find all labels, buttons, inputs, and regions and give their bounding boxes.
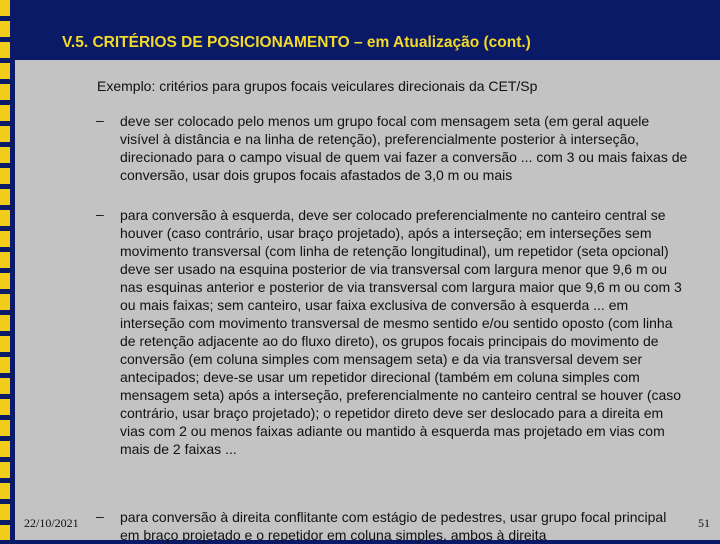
intro-text: Exemplo: critérios para grupos focais veiculares direcionais da CET/Sp bbox=[97, 78, 538, 94]
bullet-item-1: deve ser colocado pelo menos um grupo focal com mensagem seta (em geral aquele visível à distância e na linha de retenção), preferencialmente posterior à interseção, direcionado para o campo visual de quem vai fazer a conversão ... com 3 ou mais faixas de conversão, usar dois grupos focais afastados de 3,0 m ou mais bbox=[120, 113, 688, 183]
slide-title: V.5. CRITÉRIOS DE POSICIONAMENTO – em Atualização (cont.) bbox=[62, 34, 531, 51]
decorative-side-stripe bbox=[0, 0, 14, 540]
bullet-marker: – bbox=[96, 112, 104, 128]
page-number: 51 bbox=[698, 516, 710, 530]
slide-date: 22/10/2021 bbox=[24, 516, 79, 530]
bullet-item-2: para conversão à esquerda, deve ser colocado preferencialmente no canteiro central se houver (caso contrário, usar braço projetado), após a interseção; em interseções sem movimento transversal (com linha de retenção longitudinal), um repetidor (seta opcional) deve ser usado na esquina posterior de via transversal com largura menor que 9,6 m ou nas esquinas anterior e posterior de via transversal com largura maior que 9,6 m ou com 3 ou mais faixas; sem canteiro, usar faixa exclusiva de conversão à esquerda ... em interseção com movimento transversal de mesmo sentido e/ou sentido oposto (com linha de retenção adjacente ao do fluxo direto), os grupos focais principais do movimento de conversão (em coluna simples com mensagem seta) e da via transversal devem ser antecipados; deve-se usar um repetidor direcional (também em coluna simples com mensagem seta) após a interseção, preferencialmente no canteiro central se houver (caso contrário, usar braço projetado); o repetidor direto deve ser deslocado para a direita em vias com 2 ou menos faixas adiante ou mantido à esquerda mas projetado em vias com mais de 2 faixas ... bbox=[120, 207, 682, 457]
bullet-marker: – bbox=[96, 206, 104, 222]
bullet-marker: – bbox=[96, 508, 104, 524]
bullet-item-3: para conversão à direita conflitante com estágio de pedestres, usar grupo focal principal em braço projetado e o repetidor em coluna simples, ambos à direita bbox=[120, 509, 667, 543]
